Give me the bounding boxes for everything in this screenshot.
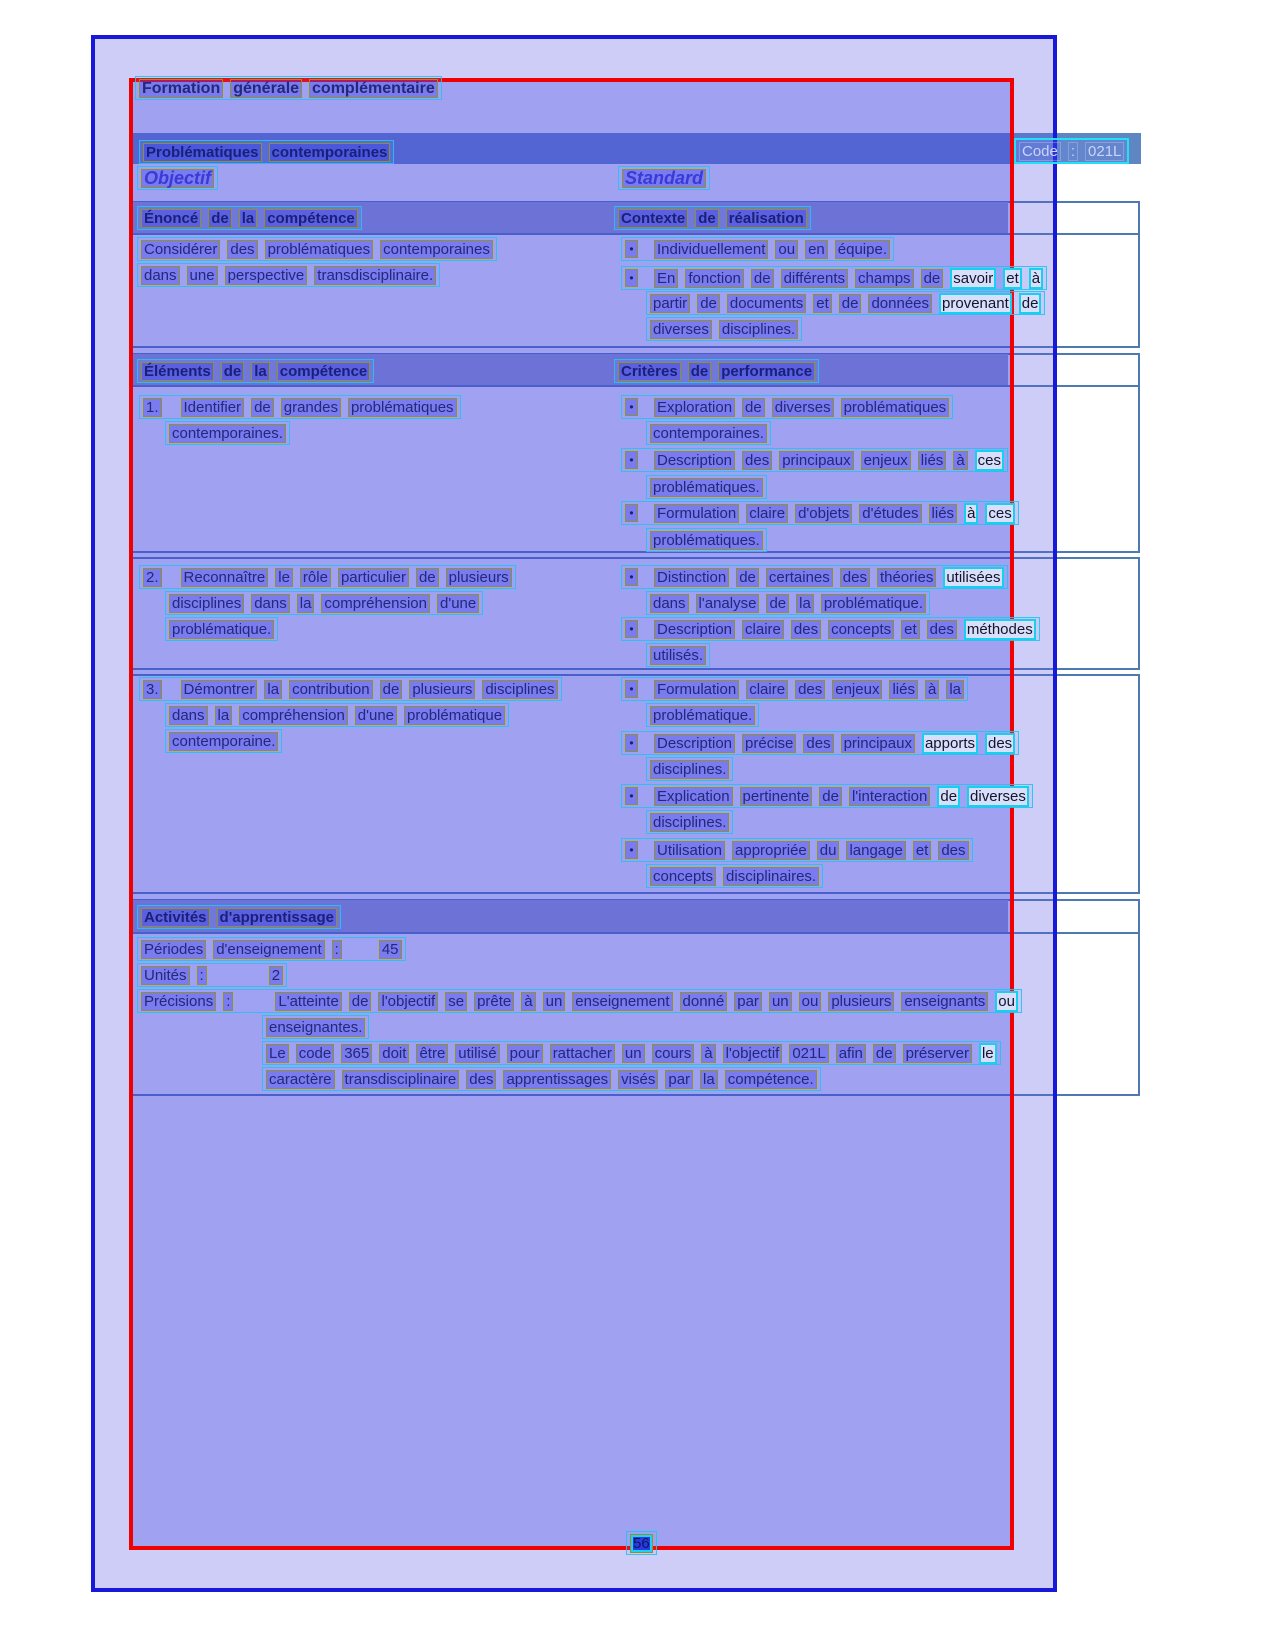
word-box: de xyxy=(742,398,765,417)
word-box: Description xyxy=(654,734,735,753)
word-box: : xyxy=(1068,142,1078,161)
word-box: et xyxy=(913,841,932,860)
bullet-icon: • xyxy=(625,734,638,752)
word-box: des xyxy=(927,620,957,639)
word-box: Description xyxy=(654,620,735,639)
header-subject xyxy=(139,140,394,164)
word-box: documents xyxy=(727,294,806,313)
word-box: donné xyxy=(680,992,728,1011)
critere-1a-line-1 xyxy=(621,395,953,419)
word-box: concepts xyxy=(828,620,894,639)
word-box: équipe. xyxy=(835,240,890,259)
word-box: de xyxy=(1019,293,1042,314)
word-box: dans xyxy=(251,594,290,613)
element-2-line-3 xyxy=(165,617,278,641)
word-box: de xyxy=(416,568,439,587)
bullet-icon: • xyxy=(625,620,638,638)
word-box: disciplines. xyxy=(650,813,729,832)
word-box: certaines xyxy=(766,568,833,587)
word-box: compréhension xyxy=(321,594,430,613)
word-box: caractère xyxy=(266,1070,335,1089)
word-box: Explication xyxy=(654,787,733,806)
word-box: afin xyxy=(836,1044,866,1063)
critere-3c-line-1 xyxy=(621,784,1033,808)
word-box: champs xyxy=(855,269,914,288)
word-box: appropriée xyxy=(732,841,810,860)
critere-2a-line-2 xyxy=(646,591,930,615)
word-box: grandes xyxy=(281,398,341,417)
word-box: L'atteinte xyxy=(275,992,341,1011)
word-box: concepts xyxy=(650,867,716,886)
word-box: l'objectif xyxy=(378,992,438,1011)
word-box: compétence xyxy=(277,362,371,381)
word-box: Démontrer xyxy=(181,680,258,699)
bullet-icon: • xyxy=(625,841,638,859)
word-box: 2. xyxy=(143,568,162,587)
word-box: visés xyxy=(618,1070,658,1089)
word-box: perspective xyxy=(225,266,308,285)
word-box: claire xyxy=(742,620,784,639)
word-box: partir xyxy=(650,294,690,313)
element-1-line-1 xyxy=(139,395,461,419)
word-box: enjeux xyxy=(861,451,911,470)
word-box: contemporaines xyxy=(380,240,493,259)
critere-2b-line-2 xyxy=(646,643,710,667)
word-box: pertinente xyxy=(740,787,813,806)
word-box: dans xyxy=(141,266,180,285)
col-title-standard xyxy=(618,166,710,190)
word-box: de xyxy=(688,362,712,381)
word-box: plusieurs xyxy=(409,680,475,699)
word-box: la xyxy=(239,209,258,228)
word-box: à xyxy=(953,451,967,470)
word-box: disciplines. xyxy=(650,760,729,779)
periodes-line xyxy=(137,937,406,961)
word-box: Contexte xyxy=(618,209,688,228)
word-box: diverses xyxy=(772,398,834,417)
word-box: du xyxy=(817,841,840,860)
word-box: ces xyxy=(985,503,1014,524)
word-box: utilisé xyxy=(455,1044,499,1063)
word-box: claire xyxy=(746,504,788,523)
word-box: l'objectif xyxy=(723,1044,783,1063)
element-2-line-2 xyxy=(165,591,483,615)
word-box: des xyxy=(742,451,772,470)
word-box: des xyxy=(938,841,968,860)
word-box: des xyxy=(466,1070,496,1089)
word-box: liés xyxy=(918,451,947,470)
word-box: le xyxy=(979,1043,997,1064)
word-box: contemporaines xyxy=(269,143,391,162)
word-box: à xyxy=(521,992,535,1011)
word-box: Formulation xyxy=(654,504,739,523)
word-box: contemporaines. xyxy=(650,424,767,443)
word-box: diverses xyxy=(650,320,712,339)
word-box: problématique xyxy=(404,706,505,725)
word-box: 2 xyxy=(269,966,283,985)
word-box: apports xyxy=(922,733,978,754)
critere-3a-line-2 xyxy=(646,703,759,727)
critere-2b-line-1 xyxy=(621,617,1040,641)
elements-header xyxy=(137,359,374,383)
word-box: la xyxy=(215,706,233,725)
word-box: d'objets xyxy=(795,504,852,523)
word-box: la xyxy=(297,594,315,613)
word-box: une xyxy=(187,266,218,285)
word-box: transdisciplinaire xyxy=(342,1070,460,1089)
critere-1c-line-1 xyxy=(621,501,1019,525)
col-title-objectif xyxy=(137,166,218,190)
criteres-header xyxy=(614,359,819,383)
word-box: 56 xyxy=(630,1534,653,1553)
word-box: Code xyxy=(1019,142,1061,161)
word-box: transdisciplinaire. xyxy=(314,266,436,285)
enonce-line-1 xyxy=(137,237,497,261)
word-box: à xyxy=(1029,268,1043,289)
word-box: à xyxy=(925,680,939,699)
word-box: pour xyxy=(507,1044,543,1063)
word-box: disciplines xyxy=(169,594,244,613)
word-box: enseignantes. xyxy=(266,1018,365,1037)
word-box: un xyxy=(543,992,566,1011)
precisions-line-1 xyxy=(137,989,1022,1013)
word-box: Le xyxy=(266,1044,289,1063)
doc-title xyxy=(135,76,442,100)
word-box: Reconnaître xyxy=(181,568,269,587)
word-box: doit xyxy=(379,1044,409,1063)
word-box: l'interaction xyxy=(849,787,930,806)
word-box: disciplines. xyxy=(719,320,798,339)
critere-3b-line-2 xyxy=(646,757,733,781)
word-box: plusieurs xyxy=(828,992,894,1011)
critere-3d-line-1 xyxy=(621,838,973,862)
critere-3d-line-2 xyxy=(646,864,823,888)
word-box: fonction xyxy=(685,269,744,288)
word-box: Formation xyxy=(139,79,223,98)
word-box: des xyxy=(795,680,825,699)
word-box: Éléments xyxy=(141,362,214,381)
word-box: problématique. xyxy=(650,706,755,725)
word-box: Description xyxy=(654,451,735,470)
word-box: de xyxy=(819,787,842,806)
precisions-line-3 xyxy=(262,1041,1001,1065)
contexte-item-2-line-1 xyxy=(621,266,1047,290)
word-box: Utilisation xyxy=(654,841,725,860)
word-box: Distinction xyxy=(654,568,729,587)
element-2-line-1 xyxy=(139,565,516,589)
word-box: dans xyxy=(650,594,689,613)
contexte-header xyxy=(614,206,811,230)
word-box: par xyxy=(734,992,762,1011)
bullet-icon: • xyxy=(625,504,638,522)
word-box: à xyxy=(701,1044,715,1063)
word-box: d'une xyxy=(437,594,479,613)
critere-1c-line-2 xyxy=(646,528,767,552)
word-box: ou xyxy=(775,240,798,259)
word-box: et xyxy=(1003,268,1022,289)
contexte-item-2-line-2 xyxy=(646,291,1045,315)
word-box: d'études xyxy=(859,504,921,523)
word-box: de xyxy=(873,1044,896,1063)
enonce-line-2 xyxy=(137,263,440,287)
word-box: enjeux xyxy=(832,680,882,699)
word-box: savoir xyxy=(950,268,996,289)
word-box: 3. xyxy=(143,680,162,699)
word-box: Individuellement xyxy=(654,240,768,259)
word-box: des xyxy=(227,240,257,259)
word-box: de xyxy=(736,568,759,587)
word-box: problématiques xyxy=(841,398,950,417)
word-box: problématique. xyxy=(169,620,274,639)
word-box: méthodes xyxy=(964,619,1036,640)
word-box: de xyxy=(380,680,403,699)
critere-1b-line-2 xyxy=(646,475,767,499)
word-box: plusieurs xyxy=(446,568,512,587)
word-box: compétence. xyxy=(725,1070,817,1089)
word-box: ces xyxy=(975,450,1004,471)
word-box: claire xyxy=(746,680,788,699)
word-box: utilisées xyxy=(943,567,1003,588)
word-box: rattacher xyxy=(550,1044,615,1063)
word-box: disciplinaires. xyxy=(723,867,819,886)
bullet-icon: • xyxy=(625,451,638,469)
word-box: des xyxy=(840,568,870,587)
word-box: liés xyxy=(889,680,918,699)
word-box: d'une xyxy=(355,706,397,725)
word-box: un xyxy=(622,1044,645,1063)
word-box: de xyxy=(208,209,232,228)
word-box: disciplines xyxy=(482,680,557,699)
word-box: Formulation xyxy=(654,680,739,699)
critere-3c-line-2 xyxy=(646,810,733,834)
word-box: théories xyxy=(877,568,936,587)
word-box: se xyxy=(445,992,467,1011)
word-box: 45 xyxy=(379,940,402,959)
word-box: prête xyxy=(474,992,514,1011)
word-box: : xyxy=(197,966,207,985)
word-box: d'enseignement xyxy=(213,940,324,959)
word-box: précise xyxy=(742,734,796,753)
word-box: de xyxy=(751,269,774,288)
word-box: Périodes xyxy=(141,940,206,959)
word-box: Critères xyxy=(618,362,681,381)
word-box: principaux xyxy=(841,734,915,753)
critere-1b-line-1 xyxy=(621,448,1008,472)
bullet-icon: • xyxy=(625,680,638,698)
word-box: problématiques. xyxy=(650,531,763,550)
word-box: dans xyxy=(169,706,208,725)
word-box: la xyxy=(946,680,964,699)
word-box: contribution xyxy=(289,680,373,699)
word-box: Précisions xyxy=(141,992,216,1011)
word-box: Exploration xyxy=(654,398,735,417)
word-box: code xyxy=(296,1044,335,1063)
word-box: Considérer xyxy=(141,240,220,259)
word-box: problématiques xyxy=(348,398,457,417)
word-box: de xyxy=(937,786,960,807)
word-box: rôle xyxy=(300,568,331,587)
word-box: réalisation xyxy=(726,209,807,228)
word-box: : xyxy=(223,992,233,1011)
word-box: langage xyxy=(846,841,905,860)
element-3-line-3 xyxy=(165,729,282,753)
word-box: En xyxy=(654,269,678,288)
word-box: complémentaire xyxy=(309,79,438,98)
word-box: enseignement xyxy=(572,992,672,1011)
bullet-icon: • xyxy=(625,269,638,287)
element-3-line-2 xyxy=(165,703,509,727)
word-box: problématique. xyxy=(821,594,926,613)
word-box: et xyxy=(813,294,832,313)
word-box: performance xyxy=(718,362,815,381)
word-box: de xyxy=(697,294,720,313)
word-box: des xyxy=(791,620,821,639)
word-box: Identifier xyxy=(181,398,245,417)
word-box: Énoncé xyxy=(141,209,201,228)
word-box: par xyxy=(665,1070,693,1089)
word-box: 365 xyxy=(341,1044,372,1063)
word-box: problématiques. xyxy=(650,478,763,497)
word-box: 021L xyxy=(789,1044,828,1063)
critere-2a-line-1 xyxy=(621,565,1008,589)
word-box: le xyxy=(275,568,293,587)
word-box: de xyxy=(695,209,719,228)
word-box: contemporaines. xyxy=(169,424,286,443)
word-box: préserver xyxy=(903,1044,972,1063)
word-box: de xyxy=(766,594,789,613)
word-box: l'analyse xyxy=(696,594,760,613)
bullet-icon: • xyxy=(625,398,638,416)
precisions-line-2 xyxy=(262,1015,369,1039)
bullet-icon: • xyxy=(625,787,638,805)
word-box: des xyxy=(803,734,833,753)
word-box: : xyxy=(332,940,342,959)
element-1-line-2 xyxy=(165,421,290,445)
word-box: provenant xyxy=(939,293,1012,314)
bullet-icon: • xyxy=(625,568,638,586)
word-box: générale xyxy=(230,79,302,98)
word-box: différents xyxy=(781,269,848,288)
critere-3a-line-1 xyxy=(621,677,968,701)
critere-1a-line-2 xyxy=(646,421,771,445)
bullet-icon: • xyxy=(625,240,638,258)
word-box: diverses xyxy=(967,786,1029,807)
page-number xyxy=(626,1531,657,1555)
word-box: liés xyxy=(929,504,958,523)
contexte-item-2-line-3 xyxy=(646,317,802,341)
unites-line xyxy=(137,963,287,987)
header-code xyxy=(1014,138,1129,164)
word-box: 1. xyxy=(143,398,162,417)
word-box: cours xyxy=(652,1044,695,1063)
word-box: problématiques xyxy=(265,240,374,259)
word-box: Standard xyxy=(622,169,706,188)
word-box: d'apprentissage xyxy=(217,908,337,927)
word-box: ou xyxy=(799,992,822,1011)
activites-header xyxy=(137,905,341,929)
word-box: à xyxy=(964,503,978,524)
contexte-item-1 xyxy=(621,237,894,261)
word-box: un xyxy=(769,992,792,1011)
word-box: apprentissages xyxy=(503,1070,611,1089)
word-box: de xyxy=(839,294,862,313)
word-box: particulier xyxy=(338,568,409,587)
enonce-header xyxy=(137,206,362,230)
word-box: la xyxy=(264,680,282,699)
word-box: des xyxy=(985,733,1015,754)
word-box: de xyxy=(349,992,372,1011)
word-box: contemporaine. xyxy=(169,732,278,751)
word-box: compréhension xyxy=(239,706,348,725)
precisions-line-4 xyxy=(262,1067,821,1091)
word-box: Problématiques xyxy=(143,143,262,162)
critere-3b-line-1 xyxy=(621,731,1019,755)
word-box: de xyxy=(921,269,944,288)
word-box: utilisés. xyxy=(650,646,706,665)
word-box: de xyxy=(251,398,274,417)
word-box: Unités xyxy=(141,966,190,985)
word-box: de xyxy=(221,362,245,381)
word-box: 021L xyxy=(1085,142,1124,161)
element-3-line-1 xyxy=(139,677,562,701)
word-box: enseignants xyxy=(901,992,988,1011)
word-box: compétence xyxy=(264,209,358,228)
word-box: principaux xyxy=(779,451,853,470)
word-box: être xyxy=(416,1044,448,1063)
word-box: Objectif xyxy=(141,169,214,188)
word-box: ou xyxy=(995,991,1018,1012)
word-box: données xyxy=(868,294,932,313)
word-box: et xyxy=(901,620,920,639)
word-box: la xyxy=(796,594,814,613)
word-box: la xyxy=(700,1070,718,1089)
word-box: en xyxy=(805,240,828,259)
word-box: la xyxy=(251,362,270,381)
word-box: Activités xyxy=(141,908,210,927)
